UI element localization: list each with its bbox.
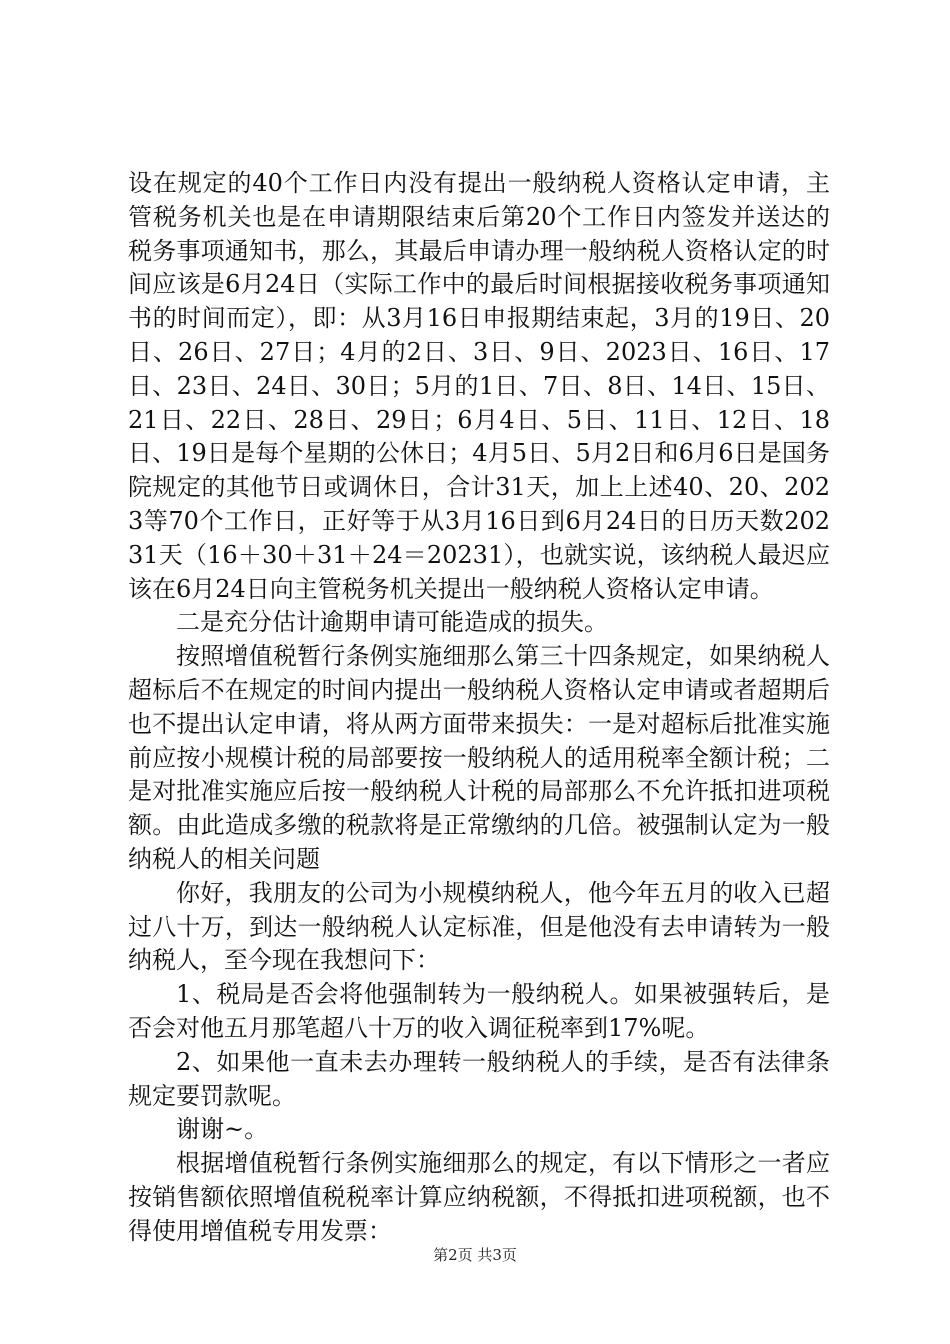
page-number-footer: 第2页 共3页 xyxy=(433,1246,517,1264)
document-body xyxy=(128,167,830,1249)
paragraph-question-item-2: 2、如果他一直未去办理转一般纳税人的手续，是否有法律条规定要罚款呢。 xyxy=(128,1047,830,1110)
paragraph-thanks: 谢谢~。 xyxy=(176,1115,269,1144)
paragraph-question-item-1: 1、税局是否会将他强制转为一般纳税人。如果被强转后，是否会对他五月那笔超八十万的收入调征税率到17%呢。 xyxy=(128,980,830,1042)
paragraph-answer: 根据增值税暂行条例实施细那么的规定，有以下情形之一者应按销售额依照增值税税率计算应纳税额，不得抵扣进项税额，也不得使用增值税专用发票： xyxy=(128,1149,830,1245)
paragraph-continued: 设在规定的40个工作日内没有提出一般纳税人资格认定申请，主管税务机关也是在申请期限结束后第20个工作日内签发并送达的税务事项通知书，那么，其最后申请办理一般纳税人资格认定的时间应该是6月24日（实际工作中的最后时间根据接收税务事项通知书的时间而定），即：从3月16日申报期结束起，3月的19日、20日、26日、27日；4月的2日、3日、9日、2023日、16日、17日、23日、24日、30日；5月的1日、7日、8日、14日、15日、21日、22日、28日、29日；6月4日、5日、11日、12日、18日、19日是每个星期的公休日；4月5日、5月2日和6月6日是国务院规定的其他节日或调休日，合计31天，加上上述40、20、2023等70个工作日，正好等于从3月16日到6月24日的日历天数20231天（16＋30＋31＋24＝20231），也就实说，该纳税人最迟应该在6月24日向主管税务机关提出一般纳税人资格认定申请。 xyxy=(128,169,830,603)
paragraph-regulation: 按照增值税暂行条例实施细那么第三十四条规定，如果纳税人超标后不在规定的时间内提出一般纳税人资格认定申请或者超期后也不提出认定申请，将从两方面带来损失：一是对超标后批准实施前应按小规模计税的局部要按一般纳税人的适用税率全额计税；二是对批准实施应后按一般纳税人计税的局部那么不允许抵扣进项税额。由此造成多缴的税款将是正常缴纳的几倍。被强制认定为一般纳税人的相关问题 xyxy=(128,642,830,873)
paragraph-loss-heading: 二是充分估计逾期申请可能造成的损失。 xyxy=(176,608,608,637)
paragraph-question: 你好，我朋友的公司为小规模纳税人，他今年五月的收入已超过八十万，到达一般纳税人认定标准，但是他没有去申请转为一般纳税人，至今现在我想问下： xyxy=(128,878,830,975)
